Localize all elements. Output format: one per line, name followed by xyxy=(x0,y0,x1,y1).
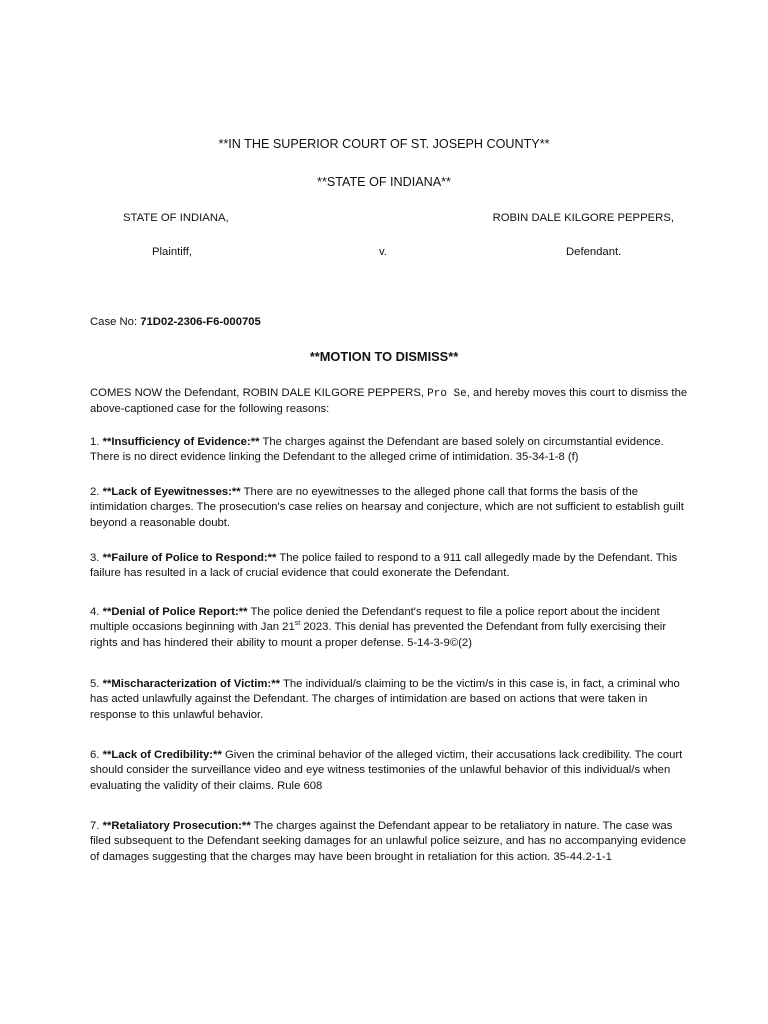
reason-heading: **Lack of Credibility:** xyxy=(102,749,222,761)
reason-body: The police denied the Defendant's request to file a police report about the incident multiple occasions beginning with Jan 21 xyxy=(90,606,660,634)
pro-se: Pro Se xyxy=(427,388,467,400)
reason-heading: **Retaliatory Prosecution:** xyxy=(102,820,251,832)
plaintiff-name: STATE OF INDIANA, xyxy=(123,212,229,224)
reason-3: 3. **Failure of Police to Respond:** The police failed to respond to a 911 call allegedly made by the Defendant. This failure has resulted in a lack of crucial evidence that could exonerate the Defendant. xyxy=(90,552,678,580)
case-number: 71D02-2306-F6-000705 xyxy=(140,316,261,328)
intro-paragraph: COMES NOW the Defendant, ROBIN DALE KILGORE PEPPERS, Pro Se, and hereby moves this court to dismiss the above-captioned case for the following reasons: xyxy=(90,387,688,416)
reason-body: The charges against the Defendant are based solely on circumstantial evidence. There is no direct evidence linking the Defendant to the alleged crime of intimidation. 35-34-1-8 (f) xyxy=(90,436,664,464)
defendant-role: Defendant. xyxy=(566,246,622,258)
reason-body: There are no eyewitnesses to the alleged phone call that forms the basis of the intimidation charges. The prosecution's case relies on hearsay and conjecture, which are not sufficient to establish guilt beyond a reasonable doubt. xyxy=(90,486,684,529)
plaintiff-role: Plaintiff, xyxy=(152,246,192,258)
reason-4: 4. **Denial of Police Report:** The police denied the Defendant's request to file a police report about the incident multiple occasions beginning with Jan 21st 2023. This denial has prevented the Defendant from fully exercising their rights and has hindered their ability to mount a proper defense. 5-14-3-9©(2) xyxy=(90,606,667,649)
state-heading: **STATE OF INDIANA** xyxy=(317,175,451,189)
reason-7: 7. **Retaliatory Prosecution:** The charges against the Defendant appear to be retaliatory in nature. The case was filed subsequent to the Defendant seeking damages for an unlawful police seizure, and has no accompanying evidence of damages suggesting that the charges may have been brought in retaliation for this action. 35-44.2-1-1 xyxy=(90,820,686,863)
case-label: Case No: xyxy=(90,316,141,328)
reason-body: The individual/s claiming to be the victim/s in this case is, in fact, a criminal who has acted unlawfully against the Defendant. The charges of intimidation are based on actions that were taken in response to this unlawful behavior. xyxy=(90,678,680,721)
reason-2: 2. **Lack of Eyewitnesses:** There are no eyewitnesses to the alleged phone call that forms the basis of the intimidation charges. The prosecution's case relies on hearsay and conjecture, which are not sufficient to establish guilt beyond a reasonable doubt. xyxy=(90,486,684,529)
versus: v. xyxy=(379,246,387,258)
reason-heading: **Mischaracterization of Victim:** xyxy=(102,678,281,690)
reason-body: The police failed to respond to a 911 call allegedly made by the Defendant. This failure has resulted in a lack of crucial evidence that could exonerate the Defendant. xyxy=(90,552,678,580)
motion-title: **MOTION TO DISMISS** xyxy=(309,349,459,364)
reason-5: 5. **Mischaracterization of Victim:** The individual/s claiming to be the victim/s in this case is, in fact, a criminal who has acted unlawfully against the Defendant. The charges of intimidation are based on actions that were taken in response to this unlawful behavior. xyxy=(90,678,680,721)
ordinal-suffix: st xyxy=(294,620,301,628)
reason-heading: **Failure of Police to Respond:** xyxy=(102,552,277,564)
reason-6: 6. **Lack of Credibility:** Given the criminal behavior of the alleged victim, their accusations lack credibility. The court should consider the surveillance video and eye witness testimonies of the unlawful behavior of this individual/s when evaluating the validity of their claims. Rule 608 xyxy=(90,749,683,792)
reason-heading: **Insufficiency of Evidence:** xyxy=(102,436,260,448)
case-number-line xyxy=(90,315,261,330)
reason-body: Given the criminal behavior of the alleged victim, their accusations lack credibility. The court should consider the surveillance video and eye witness testimonies of the unlawful behavior of this individual/s when evaluating the validity of their claims. Rule 608 xyxy=(90,749,683,792)
defendant-name: ROBIN DALE KILGORE PEPPERS, xyxy=(492,212,674,224)
court-heading: **IN THE SUPERIOR COURT OF ST. JOSEPH COUNTY** xyxy=(218,137,550,151)
reason-heading: **Lack of Eyewitnesses:** xyxy=(102,486,241,498)
reason-1: 1. **Insufficiency of Evidence:** The charges against the Defendant are based solely on circumstantial evidence. There is no direct evidence linking the Defendant to the alleged crime of intimidation. 35-34-1-8 (f) xyxy=(90,436,664,464)
reason-heading: **Denial of Police Report:** xyxy=(102,606,248,618)
reason-body: The charges against the Defendant appear to be retaliatory in nature. The case was filed subsequent to the Defendant seeking damages for an unlawful police seizure, and has no accompanying evidence of damages suggesting that the charges may have been brought in retaliation for this action. 35-44.2-1-1 xyxy=(90,820,686,863)
